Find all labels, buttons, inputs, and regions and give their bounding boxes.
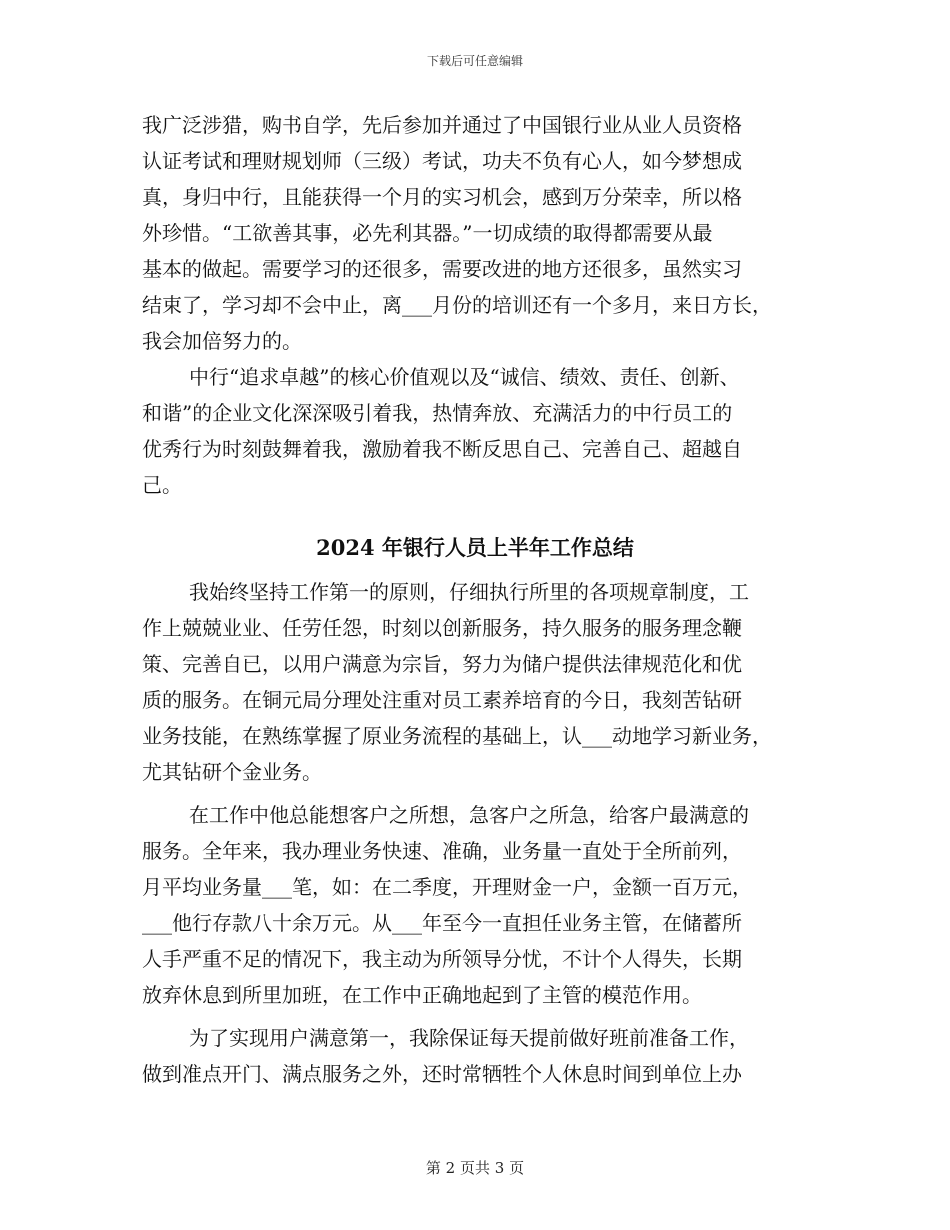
section-title: 2024 年银行人员上半年工作总结: [316, 535, 634, 560]
body-line: 结束了，学习却不会中止，离___月份的培训还有一个多月，来日方长，: [142, 293, 772, 317]
body-line: 服务。全年来，我办理业务快速、准确，业务量一直处于全所前列，: [142, 839, 742, 863]
paragraph-start-line: 为了实现用户满意第一，我除保证每天提前做好班前准备工作，: [189, 1026, 749, 1050]
body-line: 外珍惜。“工欲善其事，必先利其器。”一切成绩的取得都需要从最: [142, 221, 713, 245]
body-line: 我广泛涉猎，购书自学，先后参加并通过了中国银行业从业人员资格: [142, 113, 742, 137]
body-line: 基本的做起。需要学习的还很多，需要改进的地方还很多，虽然实习: [142, 257, 742, 281]
body-line: 和谐”的企业文化深深吸引着我，热情奔放、充满活力的中行员工的: [142, 401, 733, 425]
body-line: 人手严重不足的情况下，我主动为所领导分忧，不计个人得失，长期: [142, 947, 742, 971]
body-line: 真，身归中行，且能获得一个月的实习机会，感到万分荣幸，所以格: [142, 185, 742, 209]
body-line: 优秀行为时刻鼓舞着我，激励着我不断反思自己、完善自己、超越自: [142, 437, 742, 461]
body-line: 放弃休息到所里加班，在工作中正确地起到了主管的模范作用。: [142, 983, 702, 1007]
body-line: 尤其钻研个金业务。: [142, 760, 322, 784]
body-line: 己。: [142, 473, 182, 497]
paragraph-start-line: 我始终坚持工作第一的原则，仔细执行所里的各项规章制度，工: [189, 580, 749, 604]
body-line: 认证考试和理财规划师（三级）考试，功夫不负有心人，如今梦想成: [142, 149, 742, 173]
paragraph-start-line: 在工作中他总能想客户之所想，急客户之所急，给客户最满意的: [189, 803, 749, 827]
body-line: 策、完善自已，以用户满意为宗旨，努力为储户提供法律规范化和优: [142, 652, 742, 676]
body-line: 做到准点开门、满点服务之外，还时常牺牲个人休息时间到单位上办: [142, 1062, 742, 1086]
body-line: 业务技能，在熟练掌握了原业务流程的基础上，认___动地学习新业务，: [142, 724, 772, 748]
page-number: 第 2 页共 3 页: [425, 1159, 525, 1177]
body-line: 质的服务。在铜元局分理处注重对员工素养培育的今日，我刻苦钻研: [142, 688, 742, 712]
paragraph-start-line: 中行“追求卓越”的核心价值观以及“诚信、绩效、责任、创新、: [189, 365, 740, 389]
body-line: 月平均业务量___笔，如：在二季度，开理财金一户，金额一百万元，: [142, 875, 752, 899]
body-line: ___他行存款八十余万元。从___年至今一直担任业务主管，在储蓄所: [142, 911, 742, 935]
body-line: 我会加倍努力的。: [142, 329, 302, 353]
page-header: 下载后可任意编辑: [426, 54, 523, 68]
body-line: 作上兢兢业业、任劳任怨，时刻以创新服务，持久服务的服务理念鞭: [142, 616, 742, 640]
